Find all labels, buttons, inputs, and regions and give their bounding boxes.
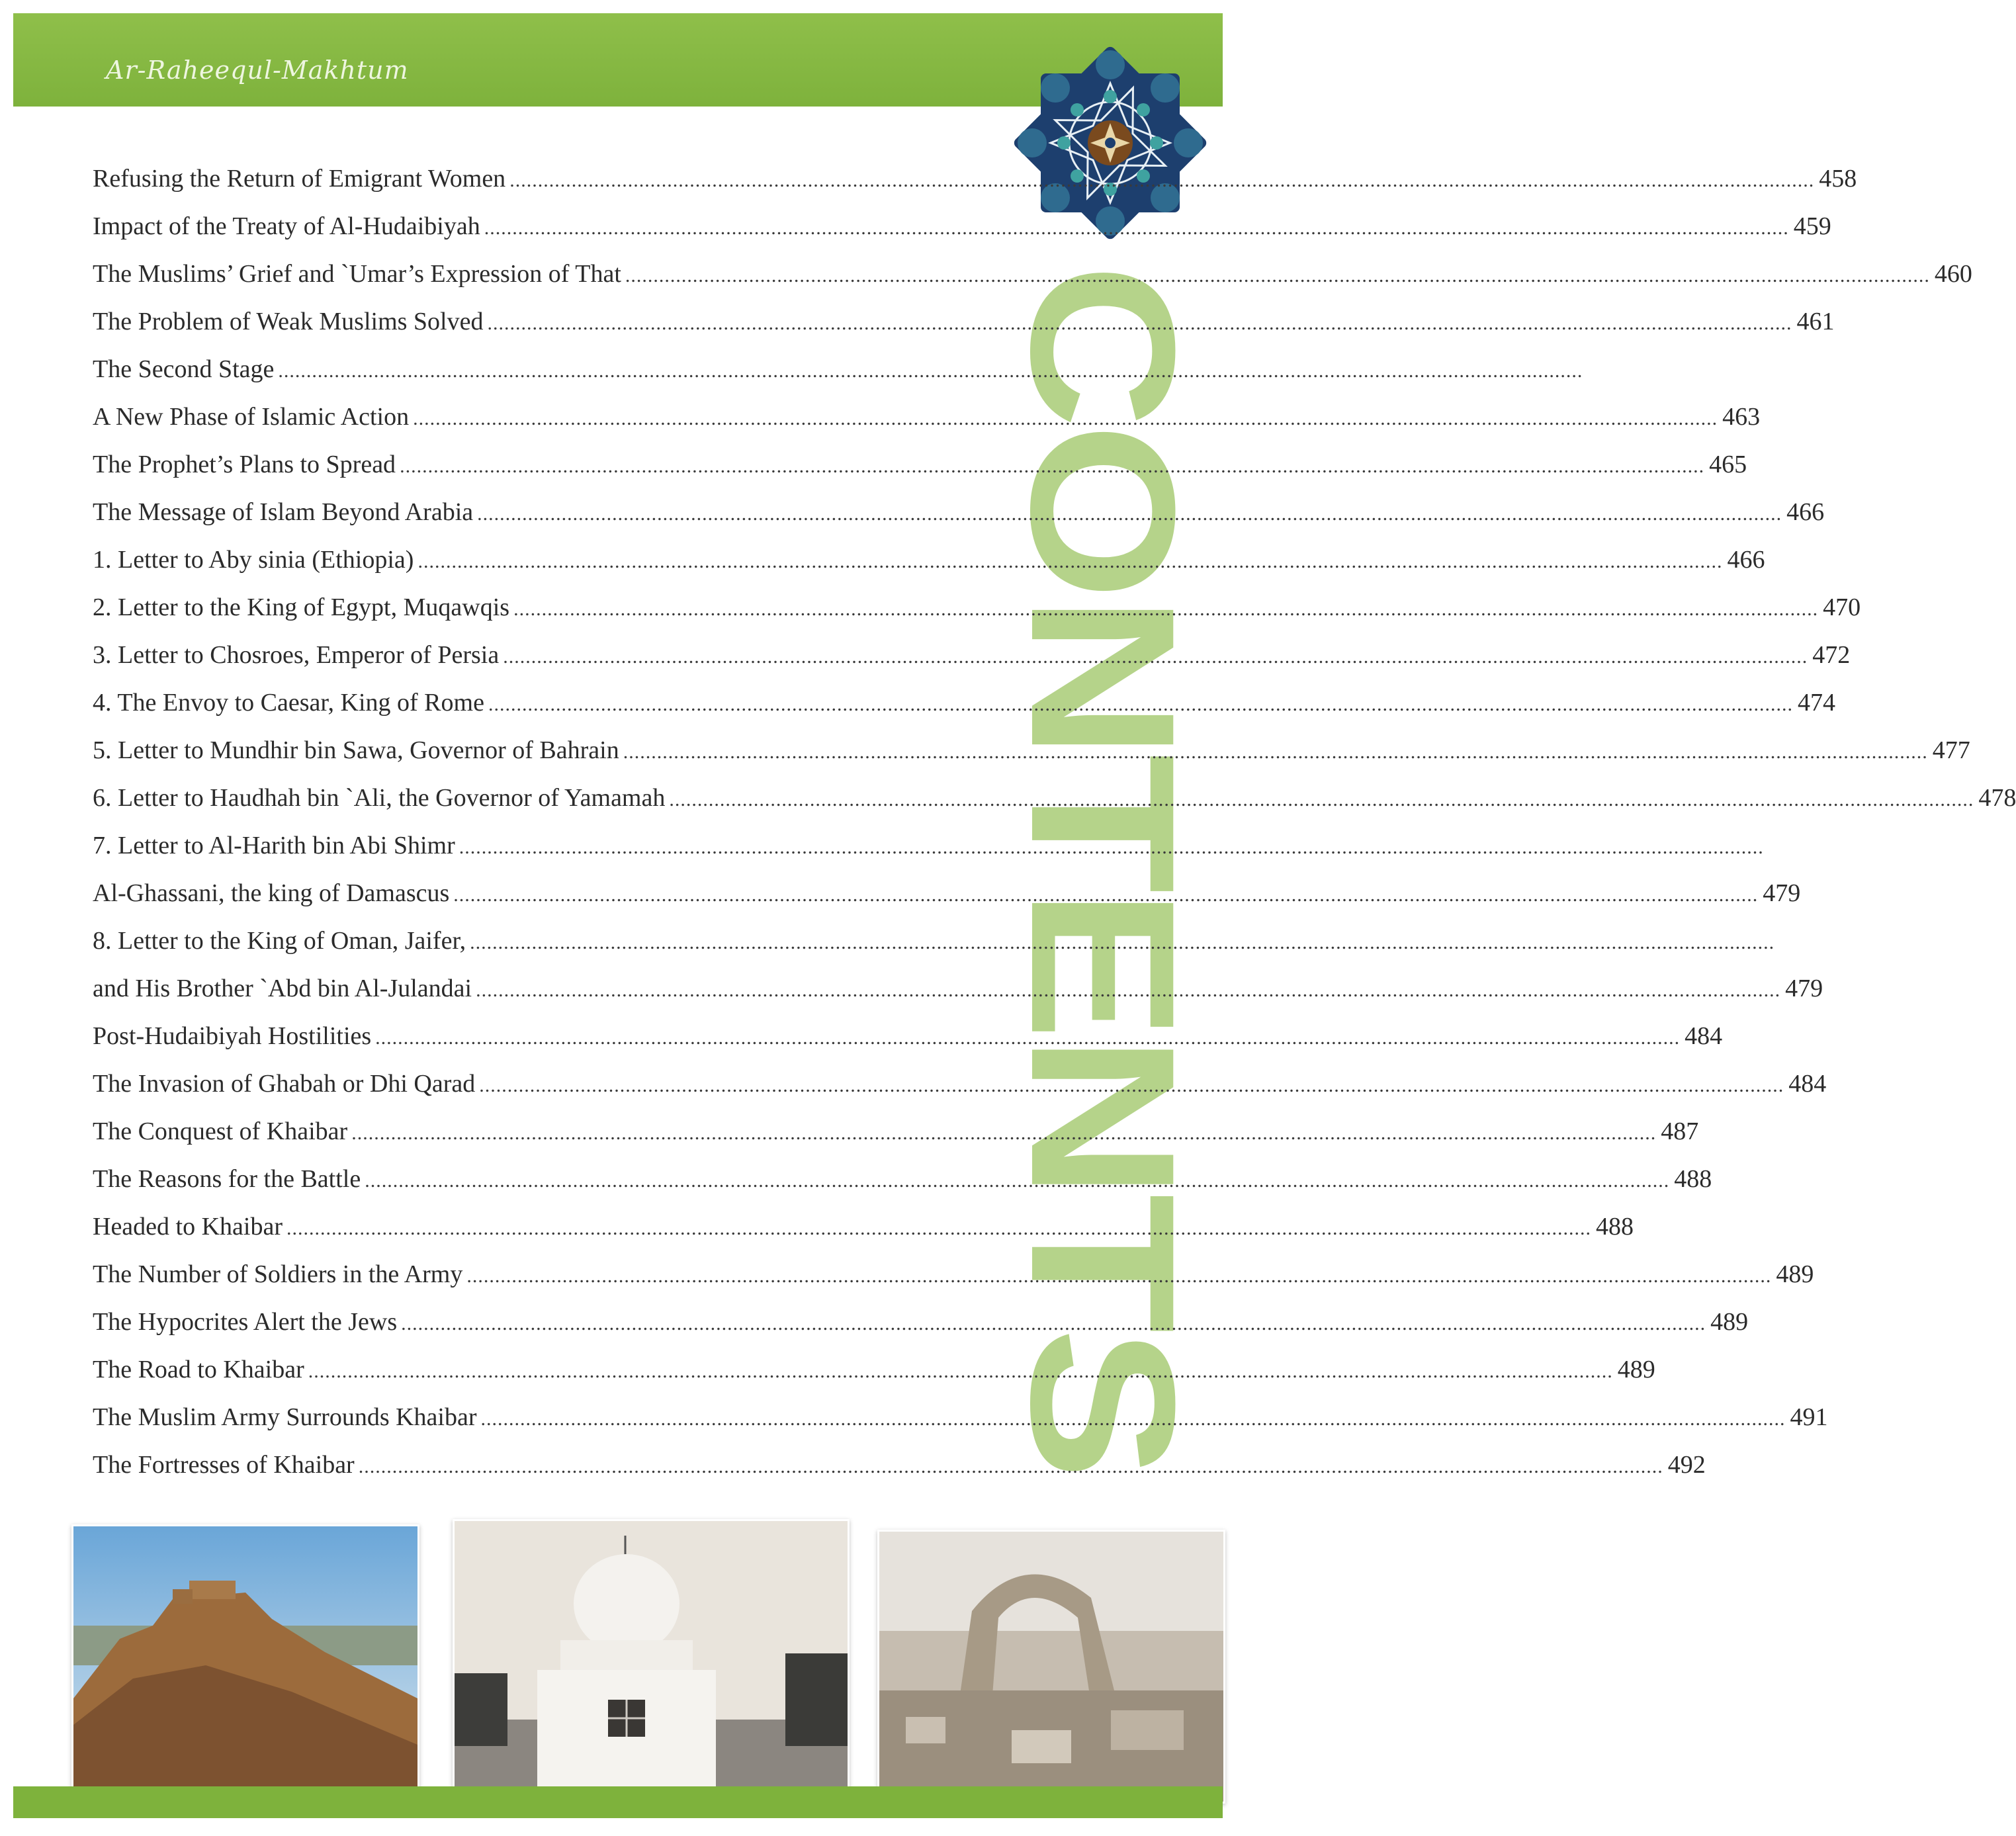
toc-entry-title: The Message of Islam Beyond Arabia	[93, 498, 474, 526]
toc-entry-title: 5. Letter to Mundhir bin Sawa, Governor of Bahrain	[93, 736, 619, 764]
toc-entry-page: 489	[1710, 1308, 1749, 1336]
toc-entry	[93, 1069, 1827, 1117]
toc-leader-dots	[669, 789, 1974, 811]
toc-entry	[93, 1307, 1749, 1355]
toc-entry-page: 477	[1932, 736, 1970, 764]
toc-entry	[93, 926, 898, 974]
toc-entry	[93, 355, 898, 402]
toc-entry-page: 459	[1793, 212, 1831, 240]
toc-leader-dots	[503, 646, 1808, 668]
toc-entry-title: The Invasion of Ghabah or Dhi Qarad	[93, 1070, 476, 1098]
toc-leader-dots	[286, 1217, 1591, 1240]
toc-entry-page: 479	[1785, 975, 1823, 1002]
contents-word-text: CONTENTS	[988, 263, 1218, 1349]
khaibar-fortress-photo	[71, 1524, 419, 1804]
toc-entry	[93, 736, 1970, 783]
toc-entry-title: The Fortresses of Khaibar	[93, 1451, 355, 1479]
toc-entry	[93, 450, 1747, 498]
toc-entry-page: 463	[1722, 403, 1761, 431]
toc-leader-dots	[466, 1265, 1771, 1288]
toc-leader-dots	[308, 1360, 1613, 1383]
toc-entry	[93, 1117, 1699, 1164]
toc-entry	[93, 1403, 1828, 1450]
toc-entry-title: The Second Stage	[93, 355, 275, 383]
toc-leader-dots	[509, 169, 1814, 192]
toc-entry	[93, 783, 2016, 831]
toc-entry	[93, 212, 1831, 259]
toc-entry	[93, 402, 1761, 450]
toc-entry	[93, 498, 1825, 545]
running-title: Ar-Raheequl-Makhtum	[106, 56, 409, 85]
toc-entry	[93, 545, 1765, 593]
toc-entry	[93, 1355, 1655, 1403]
toc-leader-dots	[351, 1122, 1656, 1145]
toc-entry-title: 1. Letter to Aby sinia (Ethiopia)	[93, 546, 414, 574]
toc-leader-dots	[481, 1408, 1786, 1430]
toc-leader-dots	[453, 884, 1758, 906]
toc-entry-title: 3. Letter to Chosroes, Emperor of Persia	[93, 641, 500, 669]
toc-entry-title: The Problem of Weak Muslims Solved	[93, 308, 484, 335]
toc-entry	[93, 307, 1835, 355]
decorative-medallion-icon	[1011, 44, 1209, 242]
toc-leader-dots	[365, 1170, 1669, 1192]
toc-entry-page: 472	[1812, 641, 1851, 669]
toc-leader-dots	[623, 741, 1928, 764]
toc-entry-title: Al-Ghassani, the king of Damascus	[93, 879, 450, 907]
toc-entry-title: The Muslim Army Surrounds Khaibar	[93, 1403, 477, 1431]
toc-entry-title: Headed to Khaibar	[93, 1213, 283, 1241]
domed-shrine-photo	[453, 1519, 850, 1804]
toc-entry-title: and His Brother `Abd bin Al-Julandai	[93, 975, 472, 1002]
toc-entry-title: The Reasons for the Battle	[93, 1165, 361, 1193]
toc-entry-page: 461	[1796, 308, 1835, 335]
toc-entry-page: 487	[1661, 1117, 1699, 1145]
ancient-arch-ruins-photo	[877, 1530, 1225, 1804]
toc-leader-dots	[479, 1074, 1784, 1097]
toc-entry	[93, 974, 1823, 1022]
toc-entry-page: 466	[1727, 546, 1765, 574]
toc-entry	[93, 1164, 1712, 1212]
toc-leader-dots	[488, 693, 1793, 716]
toc-entry	[93, 164, 1857, 212]
toc-leader-dots	[401, 1313, 1706, 1335]
toc-entry-page: 466	[1786, 498, 1825, 526]
toc-entry-title: Post-Hudaibiyah Hostilities	[93, 1022, 372, 1050]
toc-entry-page: 492	[1667, 1451, 1706, 1479]
toc-entry	[93, 259, 1972, 307]
toc-leader-dots	[359, 1456, 1663, 1478]
toc-entry-title: The Conquest of Khaibar	[93, 1117, 348, 1145]
toc-entry-page: 491	[1790, 1403, 1828, 1431]
toc-entry-page: 484	[1685, 1022, 1723, 1050]
toc-leader-dots	[477, 503, 1782, 525]
toc-entry-title: A New Phase of Islamic Action	[93, 403, 410, 431]
toc-leader-dots	[487, 312, 1792, 335]
toc-entry-title: 6. Letter to Haudhah bin `Ali, the Governor of Yamamah	[93, 784, 666, 812]
toc-entry-title: The Hypocrites Alert the Jews	[93, 1308, 398, 1336]
toc-leader-dots	[484, 217, 1789, 240]
toc-entry-page: 458	[1819, 165, 1857, 193]
toc-entry-page: 470	[1823, 593, 1861, 621]
toc-entry-page: 484	[1788, 1070, 1827, 1098]
toc-entry	[93, 593, 1861, 640]
toc-leader-dots	[375, 1027, 1680, 1049]
toc-entry	[93, 831, 898, 879]
footer-band	[13, 1786, 1223, 1818]
toc-entry-page: 489	[1617, 1356, 1655, 1383]
toc-leader-dots	[470, 932, 1775, 954]
toc-entry-page: 478	[1978, 784, 2016, 812]
toc-entry-title: Impact of the Treaty of Al-Hudaibiyah	[93, 212, 480, 240]
toc-entry	[93, 688, 1835, 736]
toc-leader-dots	[413, 408, 1718, 430]
toc-entry-title: The Prophet’s Plans to Spread	[93, 451, 396, 478]
toc-entry	[93, 1260, 1814, 1307]
contents-side-word	[988, 263, 1231, 1474]
toc-leader-dots	[459, 836, 1764, 859]
toc-leader-dots	[278, 360, 1583, 382]
toc-entry	[93, 1450, 1706, 1498]
toc-entry-title: 4. The Envoy to Caesar, King of Rome	[93, 689, 484, 717]
toc-leader-dots	[625, 265, 1930, 287]
toc-entry-page: 488	[1674, 1165, 1712, 1193]
toc-entry-title: 8. Letter to the King of Oman, Jaifer,	[93, 927, 466, 955]
toc-entry	[93, 1212, 1634, 1260]
toc-entry-page: 474	[1797, 689, 1835, 717]
toc-entry-page: 465	[1709, 451, 1747, 478]
toc-entry-title: Refusing the Return of Emigrant Women	[93, 165, 506, 193]
toc-entry-title: The Muslims’ Grief and `Umar’s Expression of That	[93, 260, 621, 288]
toc-leader-dots	[417, 550, 1722, 573]
toc-entry-page: 460	[1934, 260, 1972, 288]
toc-entry	[93, 879, 1801, 926]
toc-entry-title: The Road to Khaibar	[93, 1356, 304, 1383]
photo-strip	[71, 1519, 1223, 1804]
toc-entry-page: 488	[1596, 1213, 1634, 1241]
toc-leader-dots	[476, 979, 1780, 1002]
toc-entry	[93, 1022, 1723, 1069]
toc-entry-title: 7. Letter to Al-Harith bin Abi Shimr	[93, 832, 455, 859]
toc-leader-dots	[513, 598, 1818, 621]
toc-entry-page: 479	[1763, 879, 1801, 907]
toc-entry-title: The Number of Soldiers in the Army	[93, 1260, 463, 1288]
toc-entry-title: 2. Letter to the King of Egypt, Muqawqis	[93, 593, 510, 621]
toc-entry	[93, 640, 1851, 688]
toc-entry-page: 489	[1776, 1260, 1814, 1288]
toc-leader-dots	[400, 455, 1704, 478]
